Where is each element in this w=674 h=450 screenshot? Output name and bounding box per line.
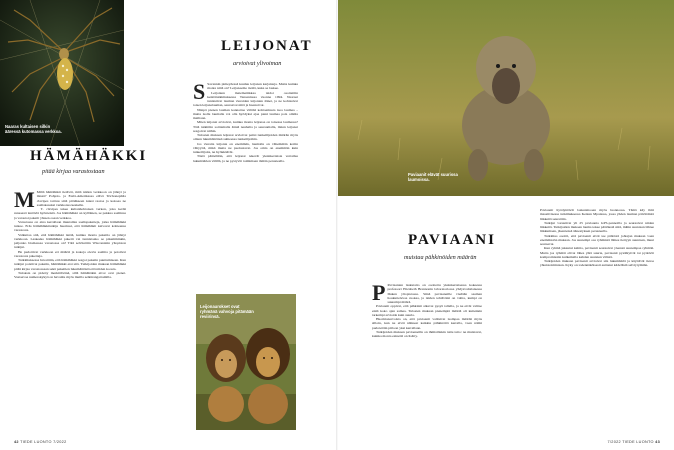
right-footer-label: 7/2022 TIEDE LUONTO xyxy=(607,440,654,444)
lion-paragraph: Niinpä pienen lauman kannattaa välttää kohtaamasta isoa laumaa – mutta isolle laumalle voi olla hyödyksi ajaa pieni laumaa pois omilta mailtaan. xyxy=(193,107,298,120)
baboon-paragraph: Tutkijoiden mukaan paviaaneilla on ihmisillekin tuttu taito: ne muistavat, kuinka monta esinettä on lisätty. xyxy=(372,329,482,338)
left-footer-label: TIEDE LUONTO 7/2022 xyxy=(20,440,67,444)
baboon-paragraph: Paviaanien laskutaito on osoitettu yksinkertaisessa kokeessa professori Elizabeth Brannonin laboratoriossa yhdysvaltalaisessa Duken yliopistossa. Siinä paviaaneille viedään saaman houkuttelevaa ruokaa, ja niiden tehtävänä on valita, kumpi on suurempi määrä. xyxy=(387,283,482,304)
baboon-caption: Paviaanit elävät suurissa laumoissa. xyxy=(408,172,458,182)
lion-paragraph: Jos vieraita leijonia on enemmän, laumalla on vähemmän kotiin vähyyttä, mikä mutta ne puolustavat. Jos omia on enemmän kuin tunkeilijoita, ne hyökkäävät. xyxy=(193,141,298,154)
baboon-paragraph: Tutkimus osoitti, että paviaanit eivät tee päätöstä johtajan mukaan vaan enemmistön mukaan. Jos suurempi osa ryhmästä lähtee tiettyyn suuntaan, muut seuraavat. xyxy=(540,233,654,246)
spider-caption: Naaras kultaisen silkin ääressä kutomassa verkkoa. xyxy=(5,124,62,134)
spider-paragraph: Valkuttaa sitä, että hämähäkki tietää, kuinka monta pakettia on jäänyt verkkoon. Laskeeko hämähäkki paketit vai tunnistaako se pikemminkin, paljonko biomassaa varastossa on? Tätä selvitettiin Wisconsinin yliopiston tutkijat. xyxy=(14,232,126,250)
lion-paragraph: Tulosten mukaan leijonat arvioivat paitsi tunkeilijoiden määrän myös omien lukumääränsä suhteessa tunkeilijoihin. xyxy=(193,133,298,142)
baboon-paragraph: Paviaanit oppivat, että pähkinät alkavat pysyä tallella, ja ne eivät valitse enää koko ajan samaa. Tulosten mukaan pienempiä määriä oli kuitenkin tarkempi arvioida kuin suuria. xyxy=(372,304,482,317)
spider-paragraph: Miltä hämähäkit tietävät, mitä niiden verkkoon on jäänyt ja missä? Pohjois- ja Etelä-Amerikassa elävä Trichonephila clavipes tarttuu siitä pitääkseen kaksi raatoa ja kokoaa ne saaliskasaksi verkkonsa keskelle. xyxy=(36,190,126,207)
baboon-subtitle: muistaa pähkinöiden määrän xyxy=(404,254,477,261)
baboon-dropcap: P xyxy=(372,283,386,305)
lion-paragraph: Leijonien matematiikkaa taidot osoitettiin kenttätutkimuksessa Tansaniassa vuonna 1994. Naaraat tunnistivat lauman vieraiden leijonien äänet, ja ne kohtasivat toisen leijonalauman, seuraavat niitä ja haastoivat. xyxy=(193,90,298,108)
lion-dropcap: S xyxy=(193,82,206,104)
right-footer xyxy=(608,440,660,444)
spider-paragraph: T. clavipes tekee kultanhohtoisen verkon, joka kerää runsaasti lentäviä hyönteisiä. Jos hämähäkki on kylläinen, se pakkaa saaliinsa ja varastoi paketit yhteen osaan verkkoa. xyxy=(14,207,126,220)
baboon-paragraph: Tutkijoiden mukaan paviaanit arvioivat siis lukumääriä ja käyttävät tietoa yhteistoimintaan. Kyky on todennäköisesti auttanut kädellisiä selviytymään. xyxy=(540,259,654,268)
lion-caption: Leijonaurokset ovat ryhmänä vahvoja pitämään reviirinsä. xyxy=(200,304,254,319)
baboon-photo xyxy=(338,0,674,196)
lion-article-text xyxy=(193,82,298,287)
spider-subtitle: pitää kirjaa varastostaan xyxy=(42,168,105,175)
spider-paragraph: Tuloksia on pidetty merkittävänä, sillä hämähäkin aivot ovat pienet. Vastaavaa numerokykyä on havaittu myös muilla selkärangattomilla. xyxy=(14,270,126,279)
baboon-article-text-col1 xyxy=(372,283,482,433)
lion-paragraph: Savannin pimeydessä kuuluu leijonan karjaisuja. Mutta kuinka monta niitä on? Leijonaemo tietää, kuka se laskee. xyxy=(207,82,298,91)
spider-article-text xyxy=(14,190,126,430)
spider-paragraph: He pudottivat verkkoon eri määriä ja kokoja olevia saaliita ja poistivat varastosta paketteja. xyxy=(14,249,126,258)
left-page-number: 42 xyxy=(14,440,19,444)
lion-title: LEIJONAT xyxy=(221,38,313,54)
lion-subtitle: arvioivat ylivoiman xyxy=(233,60,282,67)
lion-paragraph: Miten leijonat arvioivat, kuinka monta leijonaa on toisessa laumassa? Tätä tutkittiin soittamalla ääniä nauhalta ja seuraamalla, miten leijonat reagoivat niihin. xyxy=(193,120,298,133)
right-page-number: 43 xyxy=(655,440,660,444)
spider-title: HÄMÄHÄKKI xyxy=(30,148,148,164)
baboon-article-text-col2 xyxy=(540,208,654,433)
spider-paragraph: Varastossa on aina kerrallaan muutamia saalispaketteja, jotka hämähäkki tuntee. Eräs hämähäkkitutkija huomasi, että hämähäkit kaivavat kohteensa varastosta. xyxy=(14,219,126,233)
baboon-paragraph: Tutkijat varustivat yli 25 paviaania GPS-pannoilla ja seurasivat niiden liikkeitä. Tutkijoiden mukaan lauma tekee päätöksiä siitä, mihin suuntaan lähtee liikkumaan, jäsentensä äänestyksen perusteella. xyxy=(540,220,654,234)
lion-paragraph: Tästä päätellään, että leijonat tekevät yksinkertaista vertailua lukumäärien välillä, ja ne pystyvät toimimaan tämän perusteella. xyxy=(193,154,298,163)
baboon-paragraph: Huomionarvoista on, että paviaanit valitsivat isompaa määrää myös silloin, kun ne eivät nähneet kaikkia pähkinöitä kerralla, vaan nämä pudotettiin piiloon yksi kerrallaan. xyxy=(372,317,482,330)
left-footer xyxy=(14,440,66,444)
spider-paragraph: Tutkimuksessa havaittiin, että hämähäkki reagoi paketin puuttumiseen. Kun tutkijat poistivat paketin, hämähäkki etsi sitä. Tutkijoiden mukaan hämähäkki pitää kirjaa varastossaan sekä pakettien lukumäärästä että niiden koosta. xyxy=(14,258,126,271)
baboon-title: PAVIAANI xyxy=(408,232,496,248)
baboon-paragraph: Kun ryhmä jakautui kahtia, paviaanit seurasivat yleensä suurempaa ryhmää. Mutta jos ryhmät olivat lähes yhtä suuria, paviaanit pysähtyivät tai pyrkivät kompromissiin kulkemalla kahden suunnan välistä. xyxy=(540,246,654,259)
spider-dropcap: M xyxy=(14,190,35,212)
baboon-paragraph: Paviaanit hyödyntävät laskutaitoaan myös luonnossa. Tämä käy ilmi massiivisessa tutkimuksessa Kenian Mpalassa, jossa yhden lauman päivittäisiä liikkeitä seurattiin. xyxy=(540,208,654,221)
